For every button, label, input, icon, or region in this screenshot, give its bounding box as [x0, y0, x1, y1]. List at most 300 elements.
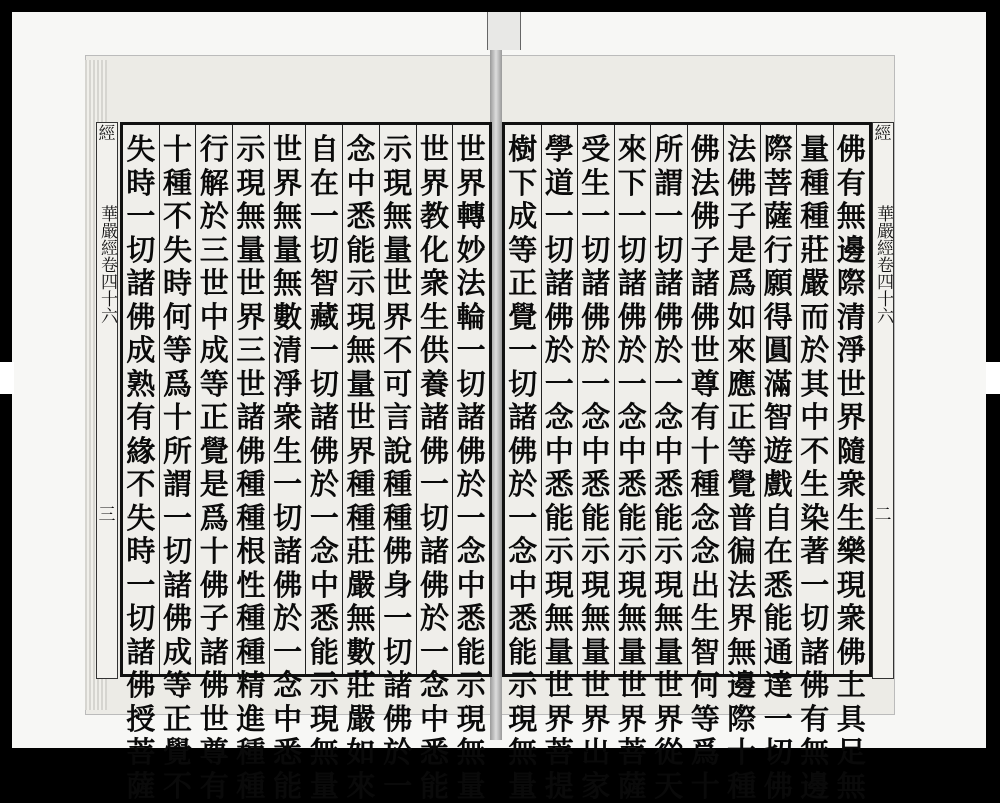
character: 切	[273, 502, 302, 536]
character: 量	[581, 636, 610, 670]
character: 量	[457, 770, 486, 803]
character: 能	[654, 502, 683, 536]
character: 諸	[236, 401, 265, 435]
character: 世	[618, 669, 647, 703]
character: 著	[800, 535, 829, 569]
character: 一	[420, 636, 449, 670]
character: 其	[800, 368, 829, 402]
character: 能	[764, 602, 793, 636]
character: 時	[163, 267, 192, 301]
character: 數	[347, 636, 376, 670]
character: 種	[236, 502, 265, 536]
character: 子	[727, 200, 756, 234]
character: 諸	[545, 267, 574, 301]
character: 智	[310, 267, 339, 301]
character: 一	[545, 368, 574, 402]
character: 現	[508, 703, 537, 737]
character: 界	[457, 167, 486, 201]
character: 等	[691, 703, 720, 737]
character: 無	[310, 736, 339, 770]
character: 悉	[310, 602, 339, 636]
character: 法	[691, 167, 720, 201]
character: 切	[581, 234, 610, 268]
character: 一	[654, 368, 683, 402]
character: 行	[764, 234, 793, 268]
character: 生	[800, 468, 829, 502]
character: 化	[420, 234, 449, 268]
character: 種	[236, 736, 265, 770]
character: 養	[420, 368, 449, 402]
character: 遊	[764, 435, 793, 469]
character: 一	[618, 200, 647, 234]
character: 無	[508, 736, 537, 770]
character: 淨	[273, 368, 302, 402]
character: 念	[508, 535, 537, 569]
character: 薩	[618, 770, 647, 803]
character: 子	[691, 234, 720, 268]
character: 諸	[200, 636, 229, 670]
character: 一	[273, 468, 302, 502]
character: 無	[618, 602, 647, 636]
character: 時	[126, 535, 155, 569]
character: 能	[508, 636, 537, 670]
character: 一	[508, 502, 537, 536]
character: 具	[837, 703, 866, 737]
character: 諸	[457, 401, 486, 435]
margin-title: 經	[875, 123, 892, 145]
character: 清	[273, 334, 302, 368]
character: 自	[764, 502, 793, 536]
character: 諸	[654, 267, 683, 301]
character: 等	[163, 334, 192, 368]
character: 佛	[310, 435, 339, 469]
character: 一	[383, 770, 412, 803]
character: 不	[163, 770, 192, 803]
character: 有	[800, 703, 829, 737]
character: 無	[273, 200, 302, 234]
character: 所	[654, 133, 683, 167]
character: 有	[126, 401, 155, 435]
character: 無	[383, 200, 412, 234]
character: 諸	[163, 569, 192, 603]
character: 一	[581, 200, 610, 234]
character: 菩	[764, 167, 793, 201]
character: 世	[347, 401, 376, 435]
character: 切	[126, 602, 155, 636]
character: 能	[581, 502, 610, 536]
character: 現	[347, 301, 376, 335]
character: 悉	[618, 468, 647, 502]
character: 下	[508, 167, 537, 201]
character: 諸	[126, 267, 155, 301]
text-column	[614, 125, 651, 674]
character: 智	[764, 401, 793, 435]
character: 土	[837, 669, 866, 703]
character: 佛	[800, 669, 829, 703]
character: 成	[163, 636, 192, 670]
character: 一	[383, 602, 412, 636]
character: 嚴	[347, 703, 376, 737]
character: 進	[236, 703, 265, 737]
character: 妙	[457, 234, 486, 268]
character: 有	[837, 167, 866, 201]
character: 從	[654, 736, 683, 770]
character: 法	[727, 133, 756, 167]
character: 一	[618, 368, 647, 402]
character: 莊	[800, 234, 829, 268]
character: 出	[691, 569, 720, 603]
character: 種	[236, 602, 265, 636]
character: 中	[654, 435, 683, 469]
character: 中	[273, 703, 302, 737]
character: 得	[764, 301, 793, 335]
character: 授	[126, 703, 155, 737]
character: 戲	[764, 468, 793, 502]
character: 中	[420, 703, 449, 737]
text-column	[195, 125, 232, 674]
character: 等	[163, 669, 192, 703]
character: 切	[310, 234, 339, 268]
character: 世	[200, 267, 229, 301]
character: 佛	[581, 301, 610, 335]
character: 子	[200, 602, 229, 636]
character: 量	[508, 770, 537, 803]
character: 十	[200, 535, 229, 569]
text-column	[541, 125, 578, 674]
character: 有	[691, 401, 720, 435]
character: 量	[545, 636, 574, 670]
character: 諸	[508, 401, 537, 435]
character: 無	[347, 602, 376, 636]
character: 在	[764, 535, 793, 569]
character: 世	[236, 267, 265, 301]
character: 佛	[200, 569, 229, 603]
character: 身	[383, 569, 412, 603]
character: 生	[273, 435, 302, 469]
character: 切	[163, 535, 192, 569]
text-column	[833, 125, 870, 674]
character: 念	[545, 401, 574, 435]
character: 邊	[727, 669, 756, 703]
character: 於	[457, 468, 486, 502]
character: 界	[347, 435, 376, 469]
character: 諸	[581, 267, 610, 301]
character: 世	[545, 669, 574, 703]
character: 菩	[126, 736, 155, 770]
character: 失	[163, 234, 192, 268]
character: 量	[310, 770, 339, 803]
character: 衆	[273, 401, 302, 435]
character: 失	[126, 502, 155, 536]
text-column	[577, 125, 614, 674]
character: 現	[545, 569, 574, 603]
character: 有	[200, 770, 229, 803]
margin-page-number: 二	[875, 504, 892, 526]
character: 佛	[691, 133, 720, 167]
character: 現	[654, 569, 683, 603]
character: 莊	[347, 535, 376, 569]
character: 佛	[654, 301, 683, 335]
character: 界	[837, 401, 866, 435]
character: 等	[200, 368, 229, 402]
character: 切	[310, 368, 339, 402]
character: 一	[273, 636, 302, 670]
character: 佛	[420, 435, 449, 469]
character: 薩	[126, 770, 155, 803]
character: 量	[800, 133, 829, 167]
character: 正	[200, 401, 229, 435]
character: 界	[420, 167, 449, 201]
binding-clip	[487, 12, 521, 50]
character: 切	[508, 368, 537, 402]
character: 諸	[310, 401, 339, 435]
character: 世	[420, 133, 449, 167]
character: 言	[383, 401, 412, 435]
character: 一	[800, 569, 829, 603]
left-text-frame	[120, 122, 492, 677]
character: 念	[691, 502, 720, 536]
character: 佛	[457, 435, 486, 469]
text-column	[452, 125, 489, 674]
character: 界	[236, 301, 265, 335]
character: 足	[837, 736, 866, 770]
character: 世	[654, 669, 683, 703]
text-column	[269, 125, 306, 674]
character: 念	[347, 133, 376, 167]
character: 際	[764, 133, 793, 167]
character: 數	[273, 301, 302, 335]
character: 現	[383, 167, 412, 201]
character: 覺	[727, 468, 756, 502]
character: 世	[236, 368, 265, 402]
character: 示	[236, 133, 265, 167]
character: 中	[545, 435, 574, 469]
character: 界	[581, 703, 610, 737]
character: 念	[581, 401, 610, 435]
character: 解	[200, 167, 229, 201]
character: 菩	[618, 736, 647, 770]
margin-title: 經	[99, 123, 116, 145]
character: 中	[508, 569, 537, 603]
character: 現	[618, 569, 647, 603]
scan-tab-left	[0, 362, 14, 394]
character: 切	[383, 636, 412, 670]
text-column	[505, 125, 541, 674]
character: 一	[654, 200, 683, 234]
character: 界	[383, 301, 412, 335]
character: 佛	[764, 770, 793, 803]
character: 於	[383, 736, 412, 770]
character: 如	[347, 736, 376, 770]
character: 中	[347, 167, 376, 201]
character: 現	[310, 703, 339, 737]
character: 菩	[545, 736, 574, 770]
character: 際	[837, 267, 866, 301]
character: 世	[457, 133, 486, 167]
character: 種	[800, 200, 829, 234]
character: 不	[163, 200, 192, 234]
character: 佛	[273, 569, 302, 603]
character: 樹	[508, 133, 537, 167]
character: 時	[126, 167, 155, 201]
character: 佛	[383, 535, 412, 569]
character: 在	[310, 167, 339, 201]
text-column	[796, 125, 833, 674]
character: 佛	[837, 133, 866, 167]
character: 量	[273, 234, 302, 268]
character: 一	[545, 200, 574, 234]
character: 淨	[837, 334, 866, 368]
character: 樂	[837, 535, 866, 569]
character: 一	[581, 368, 610, 402]
character: 而	[800, 301, 829, 335]
character: 生	[691, 602, 720, 636]
character: 佛	[200, 669, 229, 703]
character: 諸	[126, 636, 155, 670]
character: 智	[691, 636, 720, 670]
character: 悉	[457, 602, 486, 636]
character: 能	[545, 502, 574, 536]
character: 一	[310, 200, 339, 234]
character: 邊	[800, 770, 829, 803]
character: 一	[126, 200, 155, 234]
character: 成	[126, 334, 155, 368]
character: 示	[581, 535, 610, 569]
character: 無	[347, 334, 376, 368]
character: 一	[310, 502, 339, 536]
character: 受	[581, 133, 610, 167]
text-column	[760, 125, 797, 674]
character: 佛	[727, 167, 756, 201]
character: 現	[581, 569, 610, 603]
character: 能	[618, 502, 647, 536]
character: 佛	[837, 636, 866, 670]
character: 一	[163, 502, 192, 536]
character: 佛	[126, 301, 155, 335]
character: 成	[508, 200, 537, 234]
character: 無	[837, 770, 866, 803]
margin-volume: 華嚴經卷四十六	[96, 205, 118, 324]
character: 隨	[837, 435, 866, 469]
character: 中	[800, 401, 829, 435]
character: 來	[347, 770, 376, 803]
character: 精	[236, 669, 265, 703]
character: 種	[236, 468, 265, 502]
character: 爲	[200, 502, 229, 536]
character: 界	[618, 703, 647, 737]
character: 提	[545, 770, 574, 803]
character: 種	[347, 502, 376, 536]
text-column	[232, 125, 269, 674]
character: 可	[383, 368, 412, 402]
character: 道	[545, 167, 574, 201]
character: 世	[691, 334, 720, 368]
character: 一	[126, 569, 155, 603]
character: 示	[618, 535, 647, 569]
character: 種	[383, 468, 412, 502]
character: 諸	[618, 267, 647, 301]
character: 世	[200, 703, 229, 737]
margin-page-number: 三	[99, 504, 116, 526]
character: 量	[654, 636, 683, 670]
character: 現	[837, 569, 866, 603]
character: 於	[420, 602, 449, 636]
character: 謂	[163, 468, 192, 502]
character: 無	[654, 602, 683, 636]
character: 莊	[347, 669, 376, 703]
character: 供	[420, 334, 449, 368]
character: 是	[727, 234, 756, 268]
character: 普	[727, 502, 756, 536]
character: 於	[654, 334, 683, 368]
character: 念	[420, 669, 449, 703]
character: 念	[618, 401, 647, 435]
character: 無	[581, 602, 610, 636]
character: 佛	[618, 301, 647, 335]
character: 一	[420, 468, 449, 502]
character: 十	[691, 435, 720, 469]
character: 諸	[800, 636, 829, 670]
character: 能	[347, 234, 376, 268]
character: 種	[691, 468, 720, 502]
character: 邊	[837, 234, 866, 268]
character: 失	[126, 133, 155, 167]
character: 不	[383, 334, 412, 368]
character: 法	[727, 569, 756, 603]
character: 示	[347, 267, 376, 301]
character: 諸	[691, 267, 720, 301]
character: 悉	[764, 569, 793, 603]
character: 悉	[581, 468, 610, 502]
character: 能	[420, 770, 449, 803]
character: 界	[545, 703, 574, 737]
character: 染	[800, 502, 829, 536]
character: 種	[727, 770, 756, 803]
character: 正	[163, 703, 192, 737]
character: 界	[273, 167, 302, 201]
character: 徧	[727, 535, 756, 569]
character: 諸	[420, 535, 449, 569]
character: 學	[545, 133, 574, 167]
character: 所	[163, 435, 192, 469]
character: 通	[764, 636, 793, 670]
text-column	[687, 125, 724, 674]
scan-tab-right	[986, 362, 1000, 394]
character: 十	[727, 736, 756, 770]
character: 諸	[383, 669, 412, 703]
character: 藏	[310, 301, 339, 335]
character: 悉	[545, 468, 574, 502]
character: 量	[236, 234, 265, 268]
character: 切	[126, 234, 155, 268]
character: 生	[581, 167, 610, 201]
character: 世	[837, 368, 866, 402]
character: 覺	[163, 736, 192, 770]
character: 爲	[691, 736, 720, 770]
character: 三	[200, 234, 229, 268]
character: 佛	[508, 435, 537, 469]
character: 緣	[126, 435, 155, 469]
character: 於	[273, 602, 302, 636]
character: 切	[420, 502, 449, 536]
character: 於	[545, 334, 574, 368]
character: 三	[236, 334, 265, 368]
character: 性	[236, 569, 265, 603]
character: 悉	[273, 736, 302, 770]
character: 念	[654, 401, 683, 435]
character: 於	[508, 468, 537, 502]
character: 佛	[383, 703, 412, 737]
